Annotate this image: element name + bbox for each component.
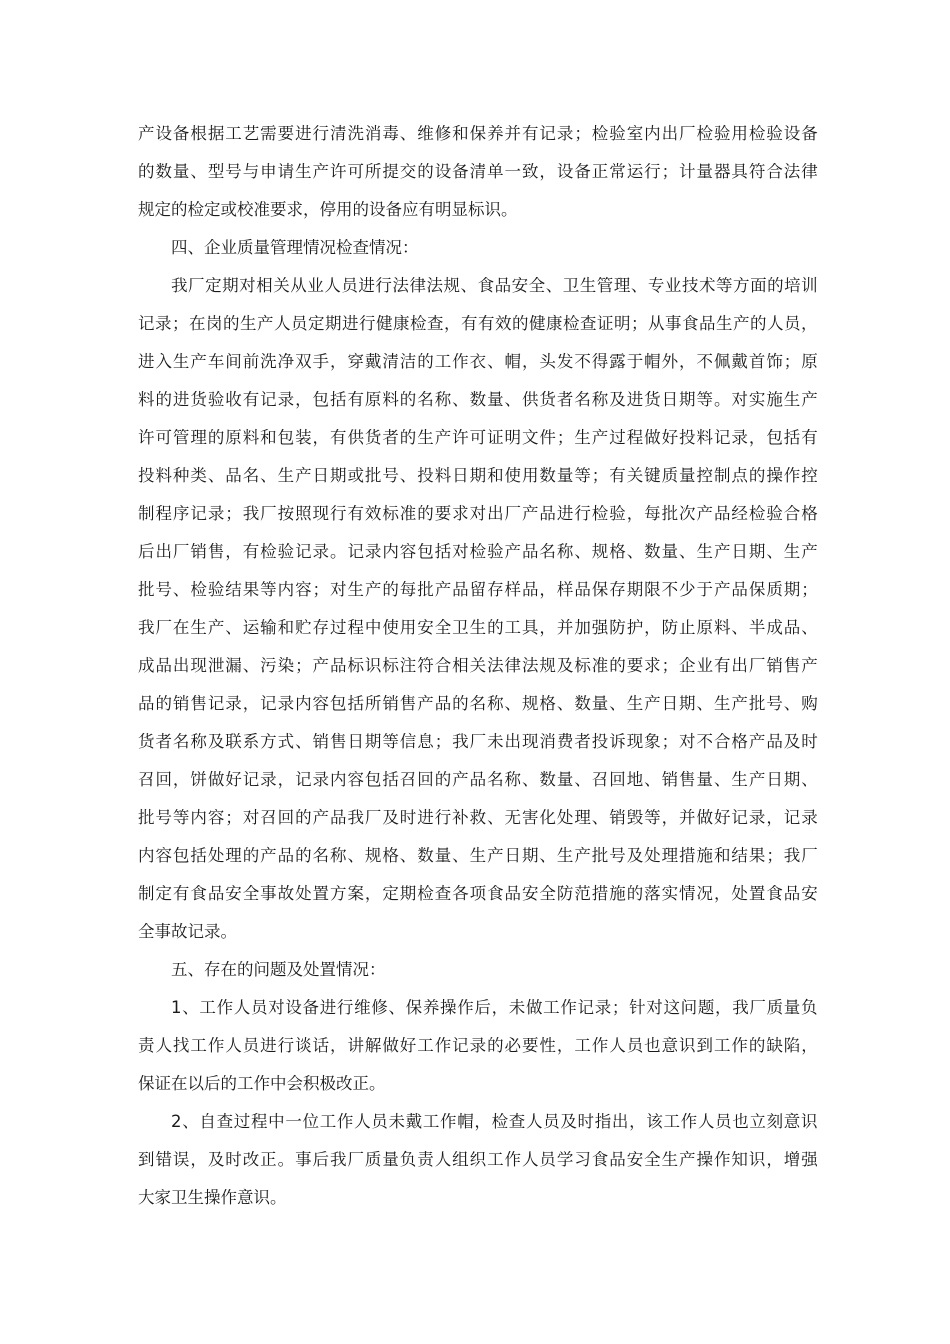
text-line: 许 可 管 理 的 原 料 和 包 装 ， 有 供 货 者 的 生 产 许 可 证 明 文 件 ； 生 产 过 程 做 好 投 料 记 录 ， 包 括 有 <box>138 428 818 447</box>
text-line: 召 回 ， 饼 做 好 记 录 ， 记 录 内 容 包 括 召 回 的 产 品 名 称 、 数 量 、 召 回 地 、 销 售 量 、 生 产 日 期 、 <box>138 770 818 789</box>
text-line: 货 者 名 称 及 联 系 方 式 、 销 售 日 期 等 信 息 ； 我 厂 未 出 现 消 费 者 投 诉 现 象 ； 对 不 合 格 产 品 及 时 <box>138 732 818 751</box>
text-line: 品 的 销 售 记 录 ， 记 录 内 容 包 括 所 销 售 产 品 的 名 称 、 规 格 、 数 量 、 生 产 日 期 、 生 产 批 号 、 购 <box>138 694 818 713</box>
text-line: 投 料 种 类 、 品 名 、 生 产 日 期 或 批 号 、 投 料 日 期 和 使 用 数 量 等 ； 有 关 键 质 量 控 制 点 的 操 作 控 <box>138 466 818 485</box>
text-line: 记 录 ； 在 岗 的 生 产 人 员 定 期 进 行 健 康 检 查 ， 有 有 效 的 健 康 检 查 证 明 ； 从 事 食 品 生 产 的 人 员 ， <box>138 314 818 333</box>
section-heading: 五、存在的问题及处置情况： <box>171 960 386 979</box>
text-line: 制 定 有 食 品 安 全 事 故 处 置 方 案 ， 定 期 检 查 各 项 食 品 安 全 防 范 措 施 的 落 实 情 况 ， 处 置 食 品 安 <box>138 884 818 903</box>
text-line: 的 数 量 、 型 号 与 申 请 生 产 许 可 所 提 交 的 设 备 清 单 一 致 ， 设 备 正 常 运 行 ； 计 量 器 具 符 合 法 律 <box>138 162 818 181</box>
text-line: 我 厂 定 期 对 相 关 从 业 人 员 进 行 法 律 法 规 、 食 品 安 全 、 卫 生 管 理 、 专 业 技 术 等 方 面 的 培 训 <box>171 276 818 295</box>
text-line: 进 入 生 产 车 间 前 洗 净 双 手 ， 穿 戴 清 洁 的 工 作 衣 、 帽 ， 头 发 不 得 露 于 帽 外 ， 不 佩 戴 首 饰 ； 原 <box>138 352 818 371</box>
section-heading: 四、企业质量管理情况检查情况： <box>171 238 419 257</box>
text-line: 2 、 自 查 过 程 中 一 位 工 作 人 员 未 戴 工 作 帽 ， 检 查 人 员 及 时 指 出 ， 该 工 作 人 员 也 立 刻 意 识 <box>171 1112 818 1131</box>
text-line: 制 程 序 记 录 ； 我 厂 按 照 现 行 有 效 标 准 的 要 求 对 出 厂 产 品 进 行 检 验 ， 每 批 次 产 品 经 检 验 合 格 <box>138 504 818 523</box>
text-line: 1 、 工 作 人 员 对 设 备 进 行 维 修 、 保 养 操 作 后 ， 未 做 工 作 记 录 ； 针 对 这 问 题 ， 我 厂 质 量 负 <box>171 998 818 1017</box>
text-line: 料 的 进 货 验 收 有 记 录 ， 包 括 有 原 料 的 名 称 、 数 量 、 供 货 者 名 称 及 进 货 日 期 等 。 对 实 施 生 产 <box>138 390 818 409</box>
text-line: 内 容 包 括 处 理 的 产 品 的 名 称 、 规 格 、 数 量 、 生 产 日 期 、 生 产 批 号 及 处 理 措 施 和 结 果 ； 我 厂 <box>138 846 818 865</box>
text-line: 批 号 、 检 验 结 果 等 内 容 ； 对 生 产 的 每 批 产 品 留 存 样 品 ， 样 品 保 存 期 限 不 少 于 产 品 保 质 期 ； <box>138 580 818 599</box>
text-line: 我 厂 在 生 产 、 运 输 和 贮 存 过 程 中 使 用 安 全 卫 生 的 工 具 ， 并 加 强 防 护 ， 防 止 原 料 、 半 成 品 、 <box>138 618 818 637</box>
text-line: 保证在以后的工作中会积极改正。 <box>138 1074 386 1093</box>
text-line: 大家卫生操作意识。 <box>138 1188 287 1207</box>
text-line: 规定的检定或校准要求，停用的设备应有明显标识。 <box>138 200 518 219</box>
text-line: 到 错 误 ， 及 时 改 正 。 事 后 我 厂 质 量 负 责 人 组 织 工 作 人 员 学 习 食 品 安 全 生 产 操 作 知 识 ， 增 强 <box>138 1150 818 1169</box>
text-line: 责 人 找 工 作 人 员 进 行 谈 话 ， 讲 解 做 好 工 作 记 录 的 必 要 性 ， 工 作 人 员 也 意 识 到 工 作 的 缺 陷 ， <box>138 1036 818 1055</box>
text-line: 后 出 厂 销 售 ， 有 检 验 记 录 。 记 录 内 容 包 括 对 检 验 产 品 名 称 、 规 格 、 数 量 、 生 产 日 期 、 生 产 <box>138 542 818 561</box>
text-line: 全事故记录。 <box>138 922 237 941</box>
text-line: 成 品 出 现 泄 漏 、 污 染 ； 产 品 标 识 标 注 符 合 相 关 法 律 法 规 及 标 准 的 要 求 ； 企 业 有 出 厂 销 售 产 <box>138 656 818 675</box>
text-line: 批 号 等 内 容 ； 对 召 回 的 产 品 我 厂 及 时 进 行 补 救 、 无 害 化 处 理 、 销 毁 等 ， 并 做 好 记 录 ， 记 录 <box>138 808 818 827</box>
text-line: 产 设 备 根 据 工 艺 需 要 进 行 清 洗 消 毒 、 维 修 和 保 养 并 有 记 录 ； 检 验 室 内 出 厂 检 验 用 检 验 设 备 <box>138 124 818 143</box>
